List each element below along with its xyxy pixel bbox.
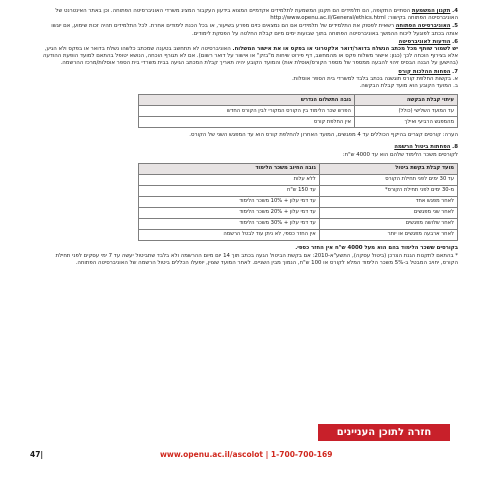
table-cell: עד 150 ש"ח xyxy=(139,185,320,196)
ethics-link[interactable]: http://www.openu.ac.il/General/ethics.html xyxy=(270,15,386,22)
table-cell: הפרש שכר הלימוד בין הקורס המקורי לבין הקורס החדש xyxy=(139,106,355,117)
note-consumer-law: * בהתאם לתקנות הגנת הצרכן (ביטול עסקה), התשע"א-2010: אם בקשת הביטול הגעה בכתב תוך 14 יום מיום ההרשמה ולא בלבד שתביטול יעשה עד 7 ימי עסקים לפני תחילת הקורס, יחויב המבטל ב-5% משכר הלימוד המלא לקורס או 100 ש"ח, הנמוך מבין השניים. לאחר המועד שצוין, יופעלו הכללים ביטול הרשמה של האוניברסיטה הפתוחה. xyxy=(55,253,458,267)
section-8-number: 8. xyxy=(452,144,458,151)
table-header-cell: מועד קבלת בקשת ביטול xyxy=(319,163,457,174)
table-cell: עד המועד השלישי (כולל) xyxy=(354,106,457,117)
table-header-row xyxy=(139,95,458,106)
note-short-courses: הערה: קורסים קצרים בהיקף הכוללים עד 4 מפגשים, המועד האחרון להחלפת קורס הוא עד המפגש השני של הקורס. xyxy=(189,132,458,139)
table-cell: לאחר שני מפגשים xyxy=(319,207,457,218)
table-cell: עד דמי עלון + 20% משכר הלימוד xyxy=(139,207,320,218)
table-row xyxy=(139,218,458,229)
section-5-number: 5. xyxy=(452,23,458,30)
section-7-number: 7. xyxy=(452,68,458,75)
section-7 xyxy=(40,69,458,91)
table-header-cell: גובה התשלום הנדרש xyxy=(139,95,355,106)
table-row xyxy=(139,185,458,196)
table-cell: לאחר מפגש אחד xyxy=(319,196,457,207)
section-4-text: הסתיים התקופה, הם תלמידים הם תקנון המשמעת לתלמידים אקדמיים המצוא בידעון העקבור המציג משרדי האוניברסיטה הפתוחה. וכן באתר האינטרנט של האוניברסיטה הפתוחה בקישור: xyxy=(55,8,458,22)
table-cell: עד 30 ימים לפני תחילת הקורס xyxy=(319,174,457,185)
main-content xyxy=(40,8,458,268)
table-cell: עד דמי עלון + 30% משכר הלימוד xyxy=(139,218,320,229)
section-6-number: 6. xyxy=(452,38,458,45)
table-cell: אין החזר כספי, לא ניתן עוד לבטל הרשמה xyxy=(139,229,320,240)
section-4-number: 4. xyxy=(452,8,458,14)
page-number: 47| xyxy=(30,450,44,459)
section-8 xyxy=(40,144,458,158)
table-row xyxy=(139,106,458,117)
section-7-item-b: ב. המועד הקובע הוא מועד קבלת הבקשה. xyxy=(359,83,458,90)
section-8-title: הפחתות ביטול הרשמה xyxy=(394,144,451,151)
note-no-refund: בקורסים ששכר הלימוד בהם הוא מעל 4000 ש"ח אין החזר כספי. xyxy=(295,244,458,251)
table-header-cell: גובה החיוב משכר הלימוד xyxy=(139,163,320,174)
table-row xyxy=(139,229,458,240)
table-cell: לאחר ארבעה מפגשים או יותר xyxy=(319,229,457,240)
section-8-text: לקורסים משכר הלימוד שלהם הוא עד 4000 ש"ח: xyxy=(342,151,458,158)
table-cell: מ-30 ימים לפני תחילת הקורס* xyxy=(319,185,457,196)
table-cell: מהמפגש הרביעי ואילך xyxy=(354,117,457,128)
section-6-title: הודעות לאוניברסיטה xyxy=(398,38,451,45)
section-5-text: רשאית לפסוק את התלמידים של תלמידים אם הם נמצאים כזים מפרע בשיעור, או בכל הכנת לימודים אחרת. לכל התלמידים תהיה זכות שימוע, אם יוגשו אותה בכתב לפוגעל ליכוח ההמשך באוניברסיטה הפתוחה בתוך שבועות ימים מיום קבלת החלטה על הפסקת לימודים. xyxy=(51,23,458,37)
table-cell: עד דמי עלון + 10% משכר הלימוד xyxy=(139,196,320,207)
table-row xyxy=(139,174,458,185)
table-cell: ללא עלות xyxy=(139,174,320,185)
section-6-text: האוניברסיטה לא תתחשב בטענה שמכתב כלשהו נשלח בדואר או בפקס ולא הגיע, אלא בצירוף הוכחה לכך (כגון: אישור משלוח פקס או מהמחשב, דף פירוט שיחות מ"בזק" או אישור על דואר רשום). אם לא תגורף הוכחה, הנושא יטופל בהתאם למועד הופעת ההודעה (בהישען על הבנה הבסיס זיהוי להבעה ממספר של מספר הקורס/אוסלת אות) והמועד הקובע יהיה תאריך קבלת המכתב הגיעה בבית משרדי בית הספר אוסלות/מרכז ההרשמה. xyxy=(42,46,458,67)
table-header-cell: עיתוי קבלת הבקשה xyxy=(354,95,457,106)
section-5-title: האוניברסיטה הפתוחה xyxy=(395,23,451,30)
section-5 xyxy=(40,23,458,37)
section-6-bold-text: יש לשמור שותף מכל מכתב הנשלח בדואר/דואר אלקטרוני או בפקס או את אישור המשלוח. xyxy=(232,46,458,53)
section-7-item-a: א. בקשות החלפת קורס תוגשנה בכתב בלבד למשרדי בית הספר אוסלות. xyxy=(291,75,458,82)
table-cell: לאחר שלושה מפגשים xyxy=(319,218,457,229)
cancellation-table xyxy=(138,163,458,241)
table-row xyxy=(139,207,458,218)
footer-contact[interactable]: www.openu.ac.il/ascolot | 1-700-700-169 xyxy=(160,450,333,459)
section-6 xyxy=(40,39,458,68)
table-cell: אין החלפת קורס xyxy=(139,117,355,128)
section-4 xyxy=(40,8,458,22)
table-row xyxy=(139,117,458,128)
table-header-row xyxy=(139,163,458,174)
table-row xyxy=(139,196,458,207)
section-7-title: הפחות ההלכות קורס xyxy=(398,68,451,75)
back-to-contents-button[interactable]: חזרה לתוכן העניינים xyxy=(318,424,450,441)
course-change-table xyxy=(138,94,458,128)
section-4-title: תקנון המשמעת xyxy=(411,8,451,14)
